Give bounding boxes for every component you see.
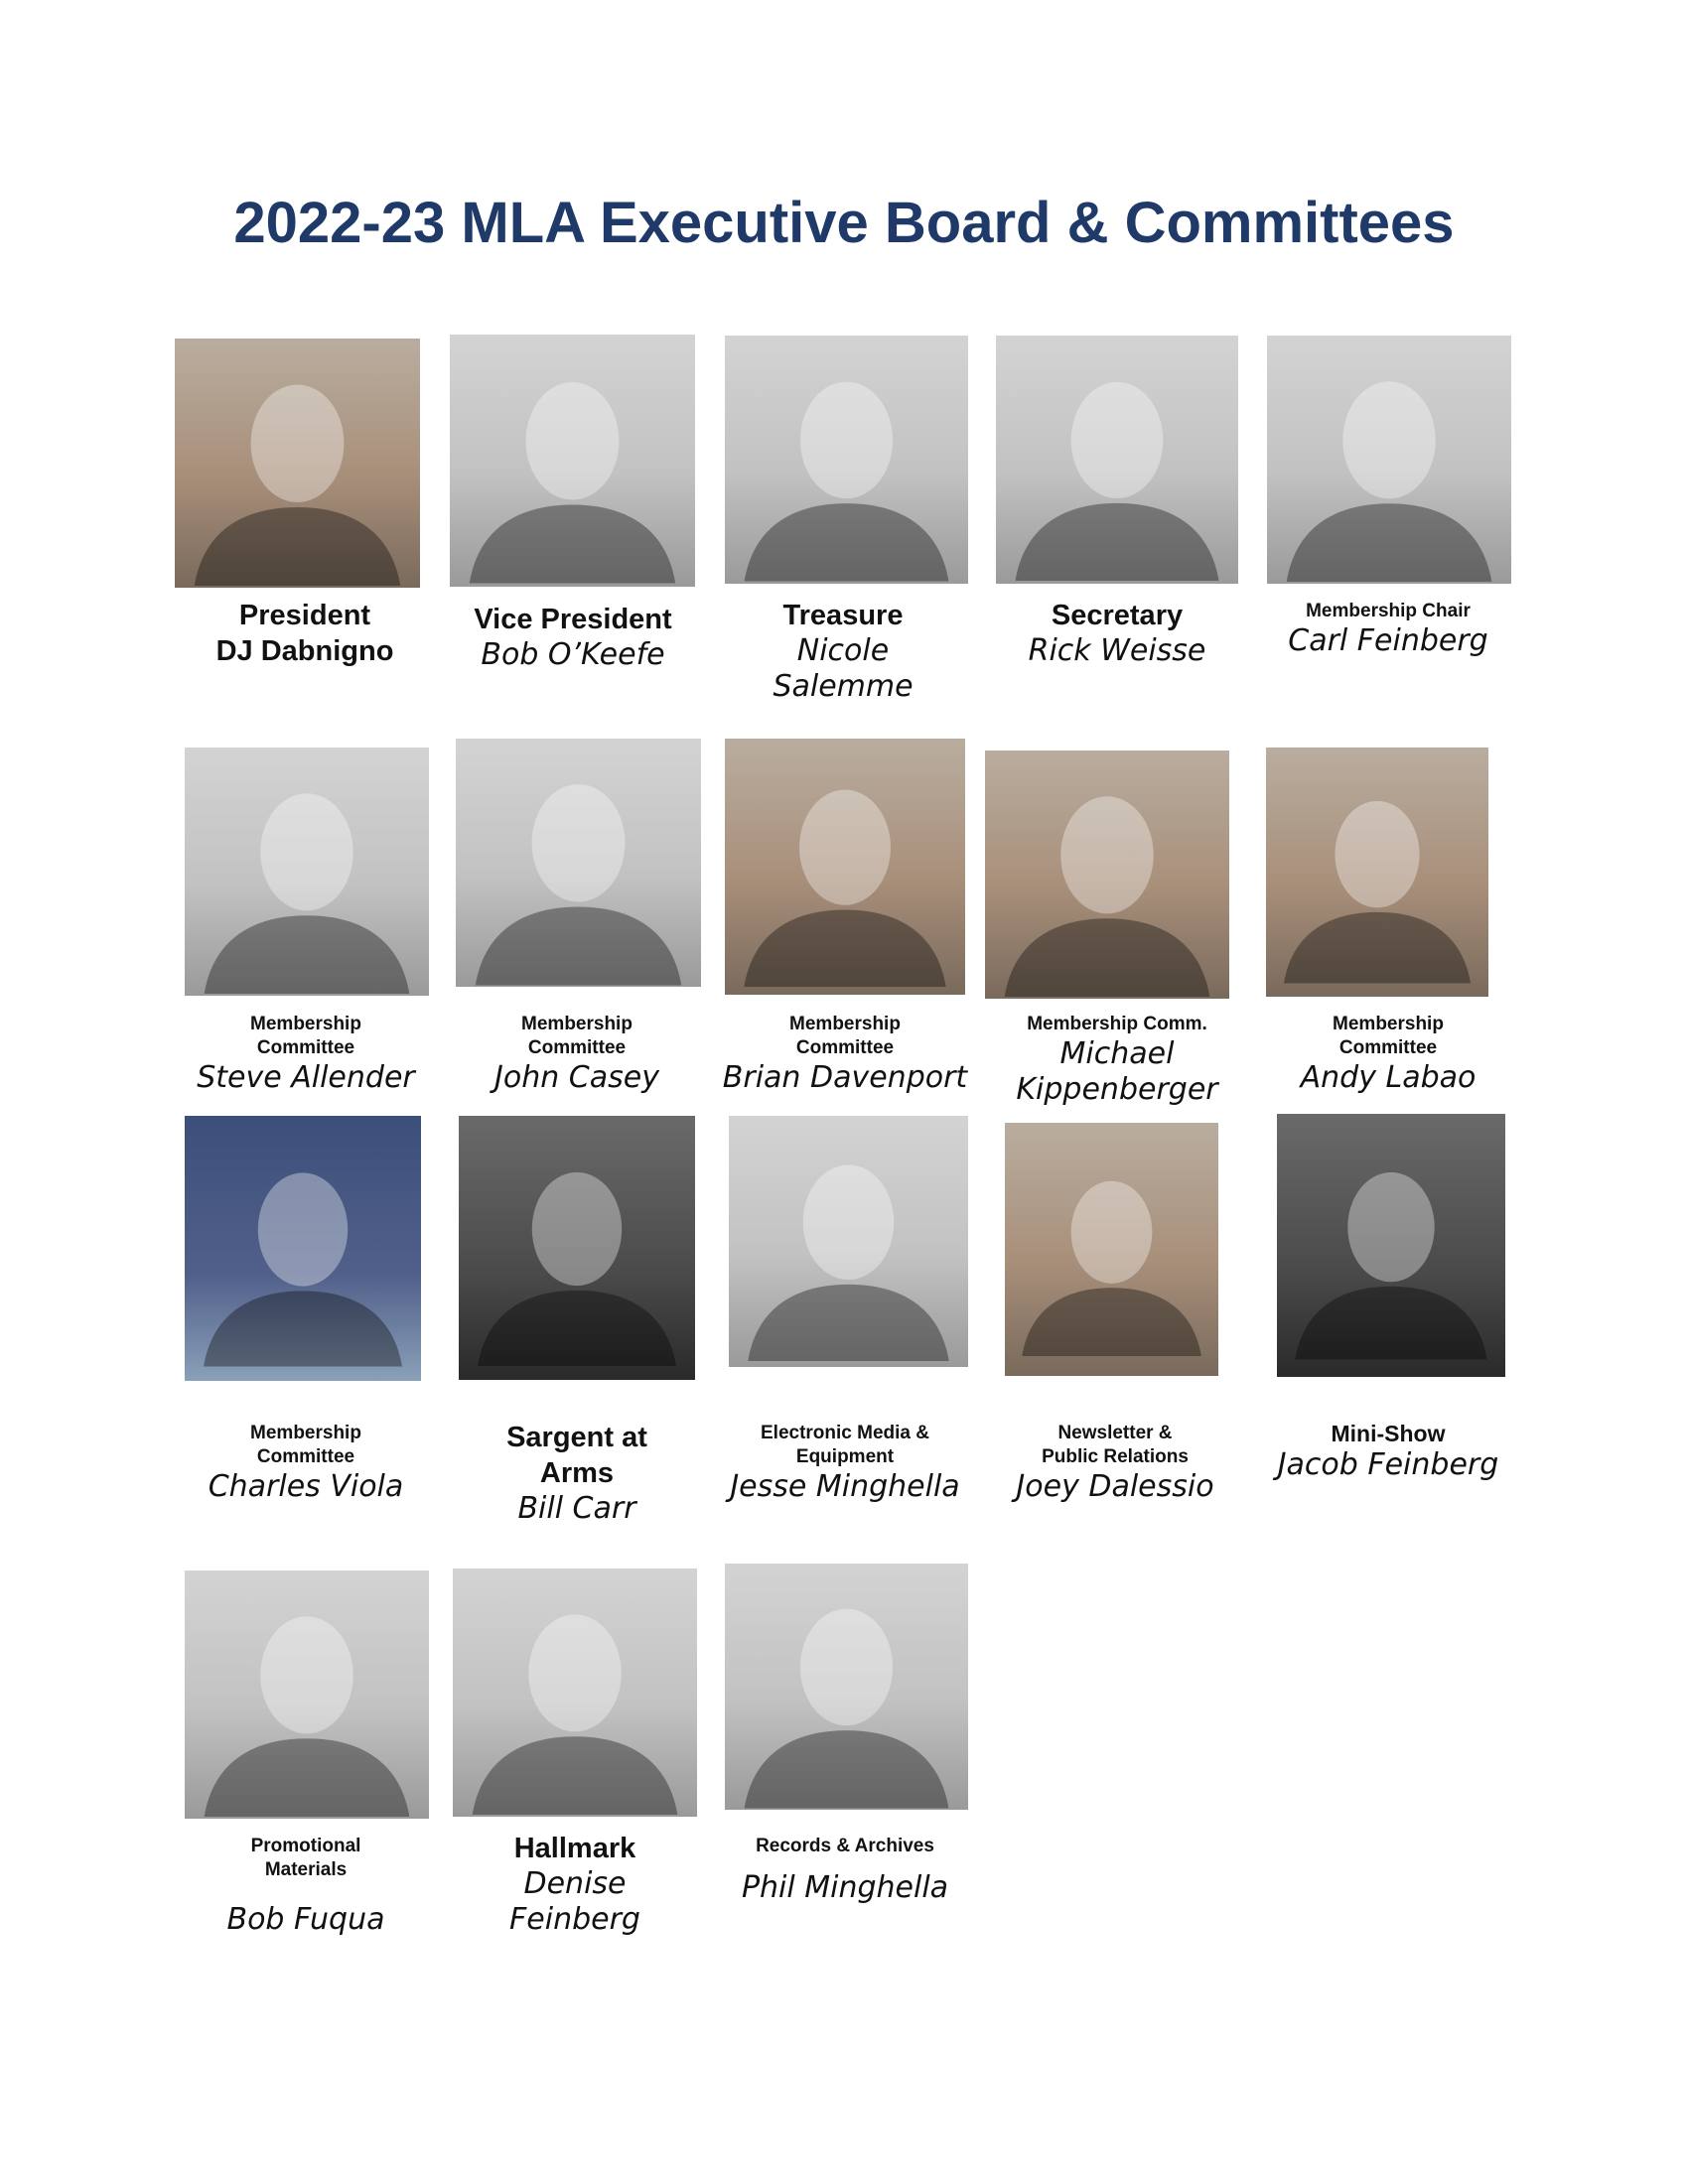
member-role-line2: Public Relations [1042,1446,1189,1467]
member-role: Membership [789,1014,901,1034]
portrait-icon [1277,1114,1505,1377]
member-photo [450,335,695,587]
member-name: Bob Fuqua [226,1902,385,1937]
portrait-icon [185,748,429,996]
member-role-line2: Materials [264,1859,348,1880]
member-name-line2: Kippenberger [1016,1072,1218,1107]
member-role: Electronic Media & [761,1423,929,1443]
portrait-icon [453,1569,697,1817]
member-name: Rick Weisse [1028,633,1206,668]
member-name: Andy Labao [1300,1060,1477,1095]
portrait-icon [725,739,965,995]
member-role: Membership Chair [1306,601,1471,621]
member-photo [729,1116,968,1367]
portrait-icon [1266,748,1488,997]
member-name: Charles Viola [208,1469,404,1504]
member-photo [725,739,965,995]
portrait-icon [985,751,1229,999]
member-name-line2: Feinberg [509,1902,640,1937]
member-name: Brian Davenport [722,1060,968,1095]
page-title: 2022-23 MLA Executive Board & Committees [233,191,1455,255]
member-photo [1267,336,1511,584]
portrait-icon [459,1116,695,1380]
member-name: Michael [1059,1036,1175,1071]
member-role: Membership [250,1014,361,1034]
member-role: Hallmark [513,1833,636,1864]
member-photo [1005,1123,1218,1376]
portrait-icon [725,336,968,584]
member-photo [185,748,429,996]
member-role: Membership [1333,1014,1444,1034]
member-photo [456,739,701,987]
member-role: Promotional [250,1836,361,1856]
member-role: Mini-Show [1331,1421,1446,1446]
portrait-icon [1005,1123,1218,1376]
member-role: Membership Comm. [1027,1014,1207,1034]
member-role: Membership [521,1014,633,1034]
portrait-icon [996,336,1238,584]
portrait-icon [185,1116,421,1381]
member-name: Nicole [796,633,890,668]
member-photo [459,1116,695,1380]
member-role-line2: Committee [1338,1037,1438,1058]
member-photo [725,336,968,584]
portrait-icon [725,1564,968,1810]
member-name: Denise [523,1866,627,1901]
member-role-line2: Equipment [795,1446,895,1467]
member-photo [996,336,1238,584]
member-photo [725,1564,968,1810]
member-role-line2: Committee [527,1037,627,1058]
member-role: Secretary [1051,600,1184,631]
member-role-line2: Committee [256,1037,355,1058]
portrait-icon [450,335,695,587]
member-role: Sargent at [506,1422,647,1453]
member-name: Joey Dalessio [1016,1469,1214,1504]
member-photo [1266,748,1488,997]
portrait-icon [1267,336,1511,584]
member-role: Membership [250,1423,361,1443]
member-name: Jacob Feinberg [1277,1447,1499,1482]
portrait-icon [175,339,420,588]
member-role: Newsletter & [1057,1423,1173,1443]
member-role: President [238,600,371,631]
member-name: Carl Feinberg [1288,623,1488,658]
member-name: Steve Allender [197,1060,415,1095]
member-role-line2: Arms [539,1457,615,1489]
member-role-line2: Committee [256,1446,355,1467]
portrait-icon [729,1116,968,1367]
member-photo [453,1569,697,1817]
member-role-line2: Committee [795,1037,895,1058]
member-photo [1277,1114,1505,1377]
member-photo [185,1116,421,1381]
member-name: Bob O’Keefe [481,637,665,672]
member-role: Treasure [782,600,904,631]
member-photo [985,751,1229,999]
member-role: Vice President [474,604,672,635]
portrait-icon [185,1570,429,1819]
member-name: Jesse Minghella [730,1469,960,1504]
member-name: Phil Minghella [741,1870,949,1905]
portrait-icon [456,739,701,987]
member-name: John Casey [494,1060,659,1095]
member-name: DJ Dabnigno [215,635,394,667]
member-role: Records & Archives [756,1836,934,1856]
member-name: Bill Carr [517,1491,636,1526]
member-photo [185,1570,429,1819]
member-name-line2: Salemme [773,669,914,704]
member-photo [175,339,420,588]
